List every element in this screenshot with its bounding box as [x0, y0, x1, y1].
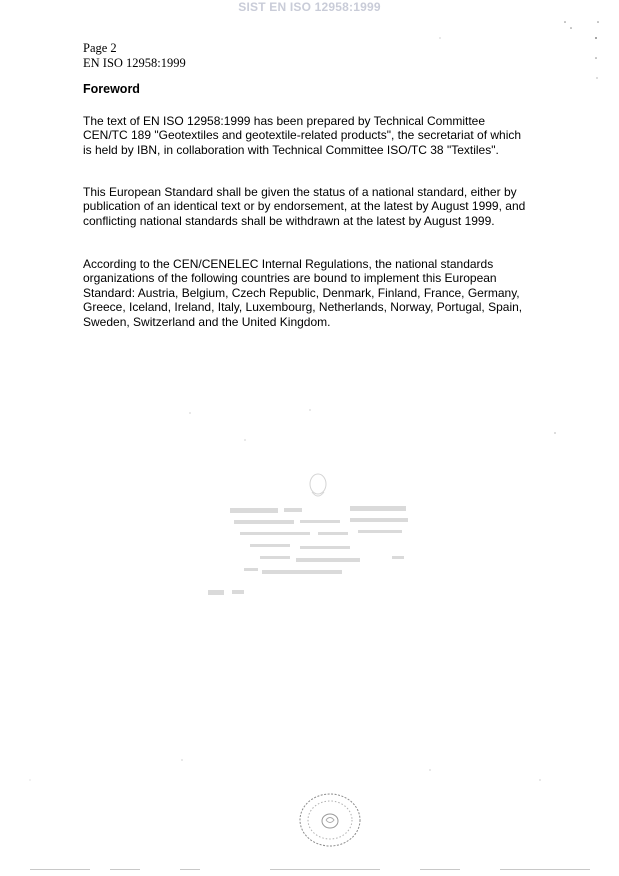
page-number: Page 2 [83, 41, 117, 55]
bottom-scan-edge [0, 868, 619, 872]
standard-number: EN ISO 12958:1999 [83, 56, 186, 70]
section-title: Foreword [83, 82, 140, 96]
paragraph-3: According to the CEN/CENELEC Internal Regulations, the national standards organizations of the following countries are bound to implement this European Standard: Austria, Belgium, Czech Republic, Denmark, Finland, France, Germany, Greece, Iceland, Ireland, Italy, Luxembourg, Netherlands, Norway, Portugal, Spain, Sweden, Switzerland and the United Kingdom. [83, 257, 523, 329]
watermark: SIST EN ISO 12958:1999 [238, 0, 381, 14]
paragraph-1: The text of EN ISO 12958:1999 has been prepared by Technical Committee CEN/TC 189 "Geotextiles and geotextile-related products", the secretariat of which is held by IBN, in collaboration with Technical Committee ISO/TC 38 "Textiles". [83, 114, 522, 157]
paragraph-2: This European Standard shall be given the status of a national standard, either by publication of an identical text or by endorsement, at the latest by August 1999, and conflicting national standards shall be withdrawn at the latest by August 1999. [83, 185, 526, 228]
